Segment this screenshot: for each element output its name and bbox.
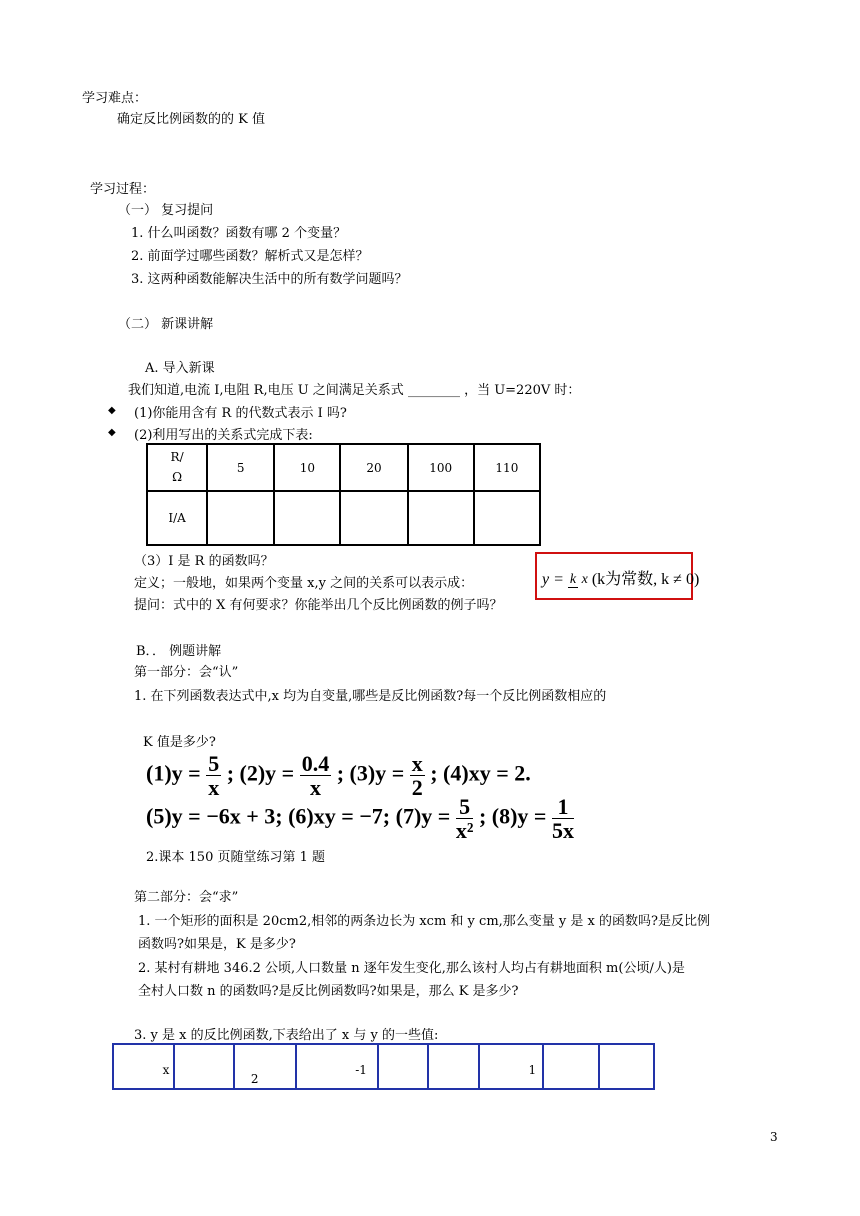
frac-num: 5 bbox=[208, 751, 220, 776]
eq-fraction bbox=[552, 795, 574, 842]
eq-fraction bbox=[206, 752, 221, 799]
bullet-text: (2)利用写出的关系式完成下表: bbox=[134, 428, 313, 443]
part-two-heading: 第二部分：会“求” bbox=[134, 890, 239, 905]
part2-label: （二） 新课讲解 bbox=[118, 317, 214, 332]
table-input-cell[interactable] bbox=[474, 491, 540, 545]
formula-den: x bbox=[581, 572, 588, 588]
equations-line-1 bbox=[146, 752, 531, 799]
header-ohm-label: Ω bbox=[172, 469, 183, 484]
difficulty-heading: 学习难点： bbox=[82, 91, 148, 106]
part1-item: 3. 这两种函数能解决生活中的所有数学问题吗？ bbox=[131, 272, 408, 287]
table-input-cell[interactable] bbox=[378, 1044, 428, 1089]
equations-line-2 bbox=[146, 795, 574, 842]
eq-text: ; (4)xy = 2. bbox=[430, 760, 531, 786]
question-3: （3）I 是 R 的函数吗？ bbox=[134, 554, 274, 569]
eq-text: ; (2)y = bbox=[226, 760, 295, 786]
frac-den: x² bbox=[455, 818, 474, 844]
question-text: 提问：式中的 X 有何要求？你能举出几个反比例函数的例子吗？ bbox=[134, 598, 503, 613]
frac-den: x bbox=[309, 775, 321, 801]
frac-den: x bbox=[208, 775, 220, 801]
table-cell: 110 bbox=[474, 444, 540, 491]
part-one-heading: 第一部分：会“认” bbox=[134, 665, 239, 680]
eq-text: (1)y = bbox=[146, 760, 201, 786]
part1-item: 1. 什么叫函数？函数有哪 2 个变量？ bbox=[131, 226, 347, 241]
example-2-text: 2.课本 150 页随堂练习第 1 题 bbox=[146, 850, 326, 865]
eq-fraction bbox=[300, 752, 332, 799]
table-input-cell[interactable] bbox=[599, 1044, 654, 1089]
formula-condition: (k为常数, k ≠ 0) bbox=[591, 571, 700, 588]
header-r-label: R/ bbox=[170, 450, 184, 465]
table-cell: 20 bbox=[340, 444, 407, 491]
problem-3-text: 3. y 是 x 的反比例函数,下表给出了 x 与 y 的一些值: bbox=[134, 1028, 439, 1043]
table-cell: 2 bbox=[234, 1044, 297, 1089]
problem-2-text: 2. 某村有耕地 346.2 公顷,人口数量 n 逐年发生变化,那么该村人均占有耕地面积 m(公顷/人)是 bbox=[138, 961, 685, 976]
formula-fraction bbox=[568, 572, 588, 588]
table-cell: 10 bbox=[274, 444, 340, 491]
bullet-text: (1)你能用含有 R 的代数式表示 I 吗? bbox=[134, 406, 347, 421]
frac-den: 5x bbox=[551, 818, 574, 844]
table-input-cell[interactable] bbox=[428, 1044, 478, 1089]
table-header-i: I/A bbox=[147, 491, 207, 545]
eq-fraction bbox=[456, 795, 474, 842]
problem-2-text-cont: 全村人口数 n 的函数吗?是反比例函数吗?如果是，那么 K 是多少? bbox=[138, 984, 519, 999]
bullet-icon: ◆ bbox=[108, 427, 116, 438]
frac-num: 1 bbox=[552, 795, 574, 819]
xy-value-table bbox=[112, 1043, 655, 1090]
difficulty-text: 确定反比例函数的的 K 值 bbox=[117, 112, 265, 127]
eq-fraction bbox=[410, 752, 425, 799]
section-a-label: A. 导入新课 bbox=[145, 361, 215, 376]
formula-num: k bbox=[569, 572, 577, 588]
eq-text: ; (8)y = bbox=[478, 803, 547, 829]
part1-label: （一） 复习提问 bbox=[118, 203, 214, 218]
process-heading: 学习过程： bbox=[90, 182, 156, 197]
resistance-current-table bbox=[146, 443, 541, 546]
section-b-label: B．． 例题讲解 bbox=[136, 644, 222, 659]
table-input-cell[interactable] bbox=[274, 491, 340, 545]
table-input-cell[interactable] bbox=[174, 1044, 234, 1089]
eq-text: ; (3)y = bbox=[336, 760, 405, 786]
definition-formula-box bbox=[535, 552, 700, 600]
frac-num: 5 bbox=[456, 795, 474, 819]
page-number: 3 bbox=[770, 1130, 778, 1144]
table-cell: 100 bbox=[408, 444, 474, 491]
bullet-icon: ◆ bbox=[108, 405, 116, 416]
table-cell: 1 bbox=[479, 1044, 543, 1089]
eq-text: (5)y = −6x + 3; (6)xy = −7; (7)y = bbox=[146, 803, 451, 829]
table-input-cell[interactable] bbox=[543, 1044, 599, 1089]
example-1-text: 1. 在下列函数表达式中,x 均为自变量,哪些是反比例函数?每一个反比例函数相应的 bbox=[134, 689, 607, 704]
problem-1-text-cont: 函数吗?如果是，K 是多少? bbox=[138, 937, 296, 952]
frac-num: x bbox=[411, 751, 423, 776]
table-input-cell[interactable] bbox=[408, 491, 474, 545]
formula-lhs: y = bbox=[542, 571, 564, 588]
table-input-cell[interactable] bbox=[340, 491, 407, 545]
table-cell: 5 bbox=[207, 444, 274, 491]
definition-text: 定义；一般地，如果两个变量 x,y 之间的关系可以表示成： bbox=[134, 576, 474, 591]
part1-item: 2. 前面学过哪些函数？解析式又是怎样？ bbox=[131, 249, 369, 264]
problem-1-text: 1. 一个矩形的面积是 20cm2,相邻的两条边长为 xcm 和 y cm,那么变量 y 是 x 的函数吗?是反比例 bbox=[138, 914, 710, 929]
frac-den: 2 bbox=[411, 775, 423, 801]
frac-num: 0.4 bbox=[301, 751, 330, 776]
table-input-cell[interactable] bbox=[207, 491, 274, 545]
example-1-text-cont: K 值是多少? bbox=[143, 735, 216, 750]
table-cell: -1 bbox=[296, 1044, 378, 1089]
intro-text: 我们知道,电流 I,电阻 R,电压 U 之间满足关系式 ________ ，当 U=220V 时： bbox=[128, 383, 581, 398]
table-header-r bbox=[147, 444, 207, 491]
table-header-x: x bbox=[113, 1044, 174, 1089]
